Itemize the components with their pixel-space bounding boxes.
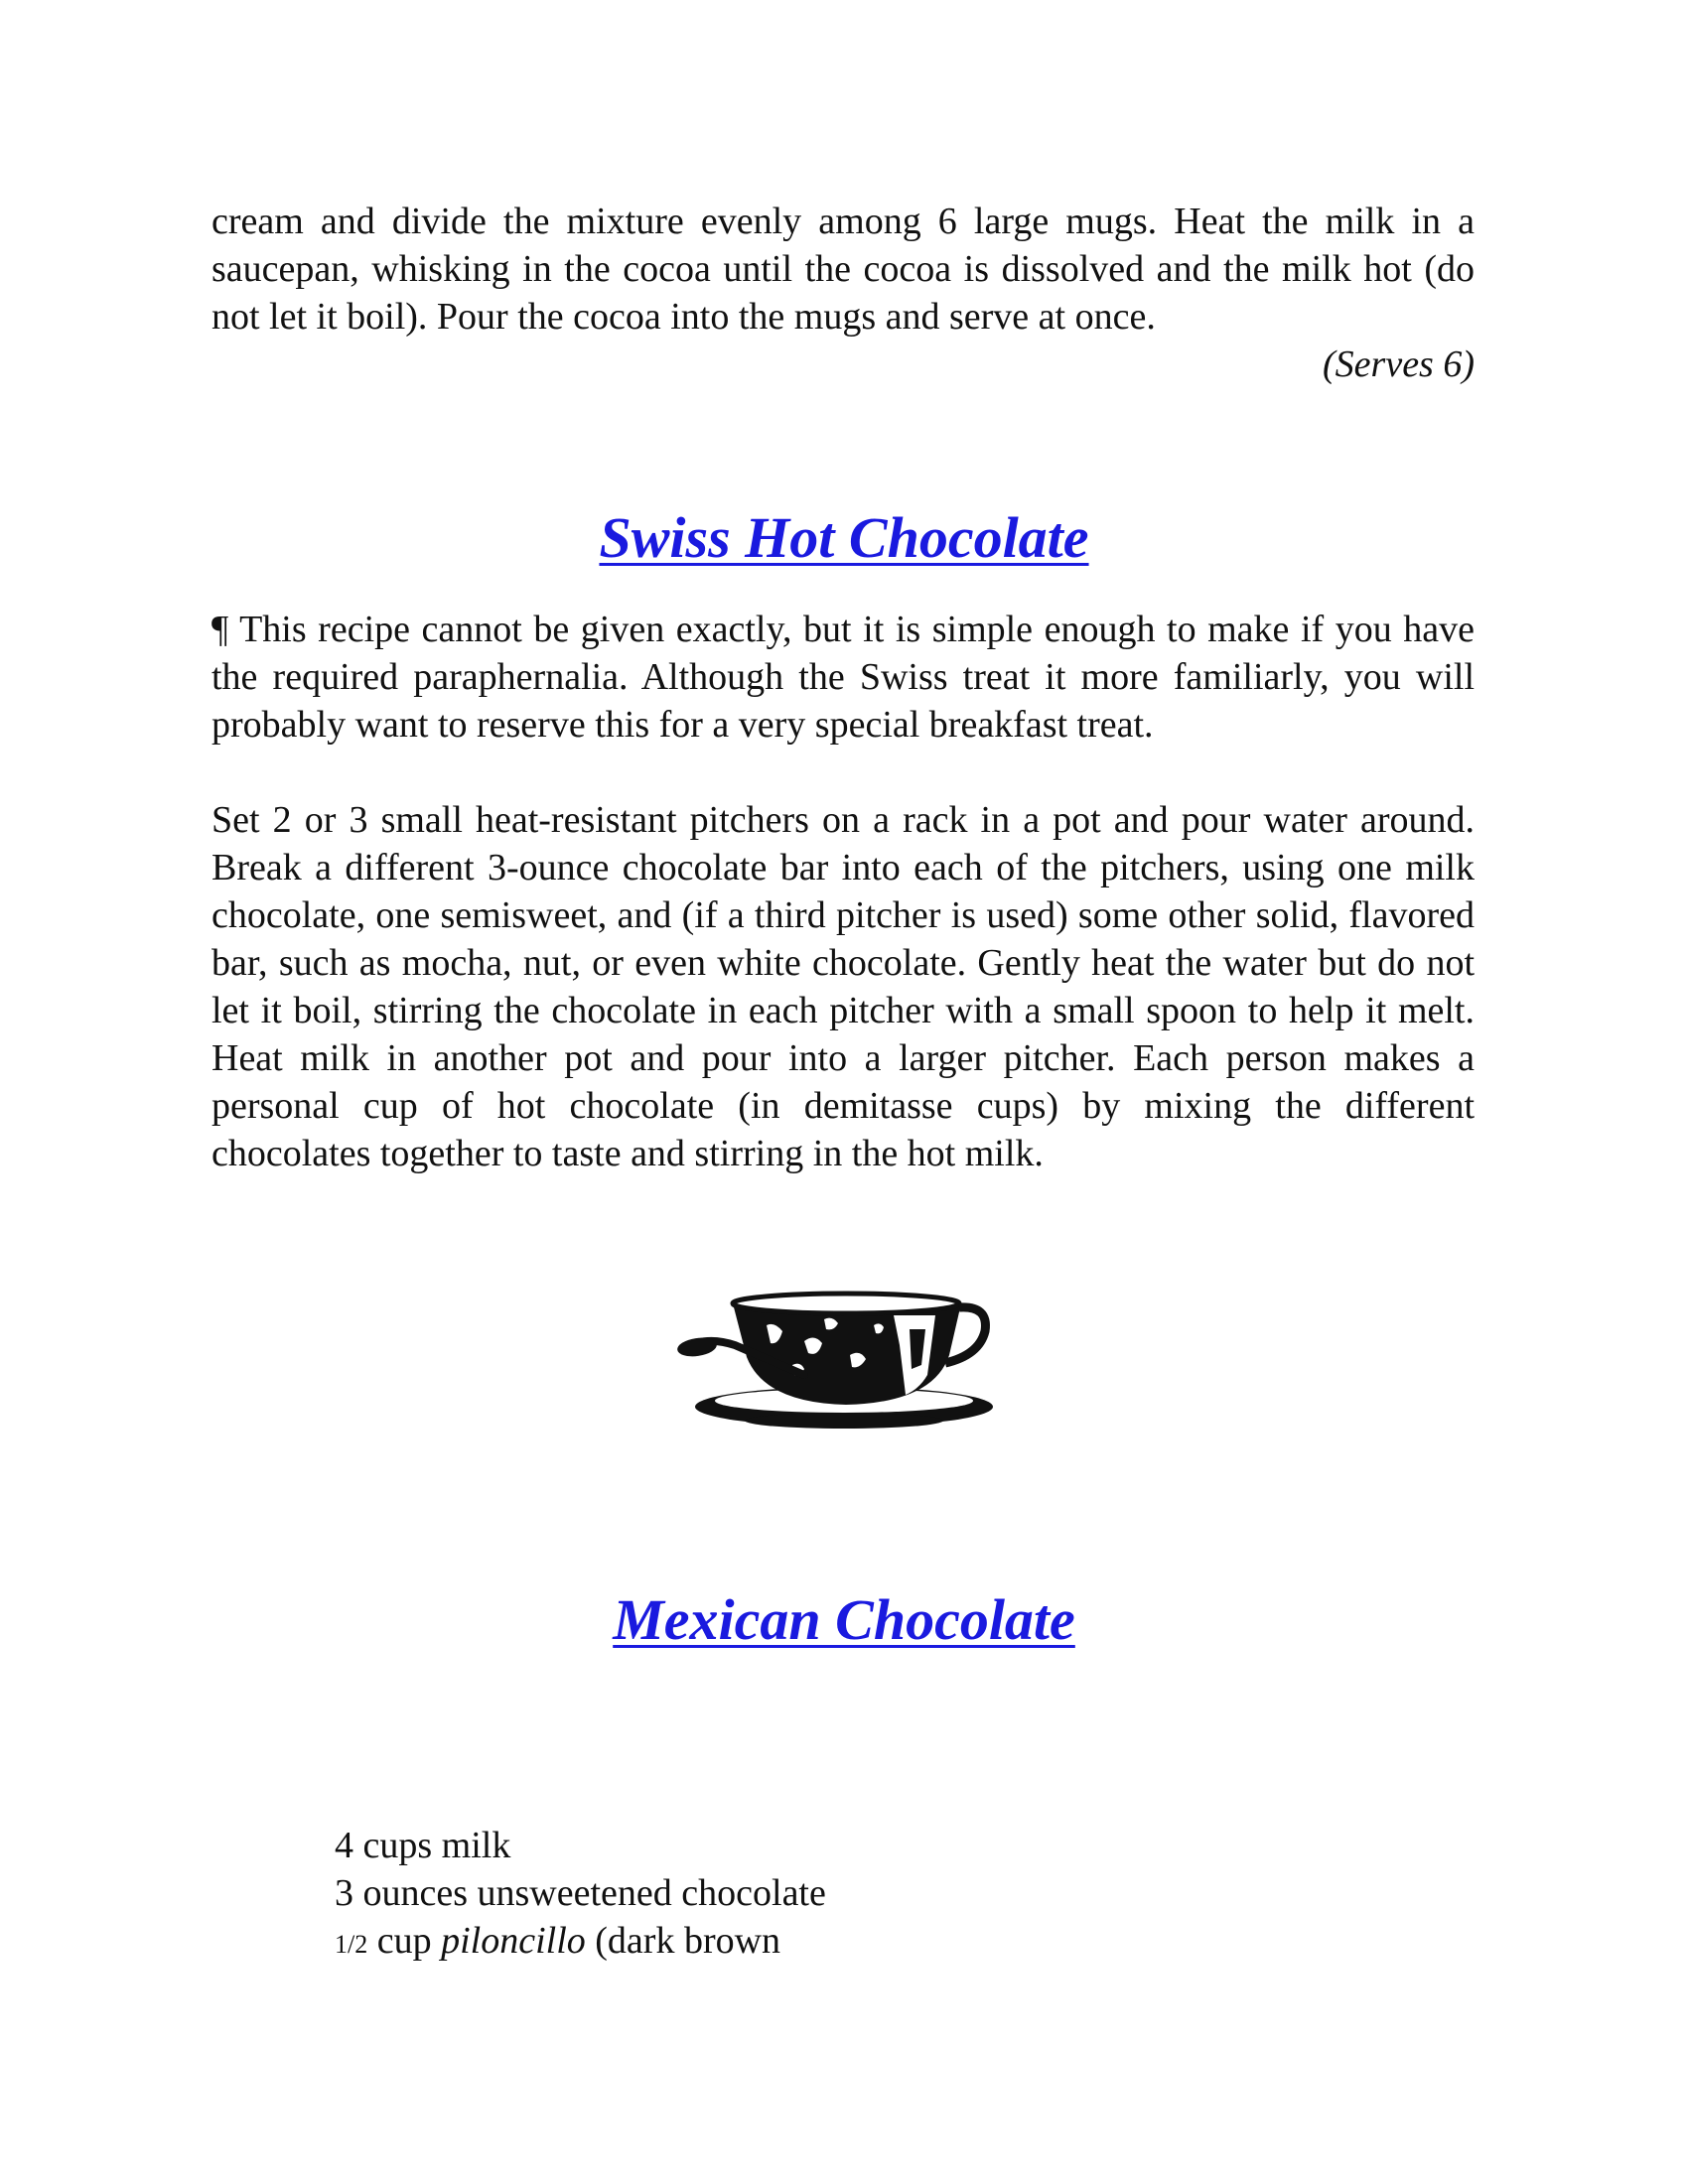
ingredient-rest: (dark brown <box>585 1920 781 1962</box>
ingredient-fraction: 1/2 <box>335 1930 368 1959</box>
ingredient-item: 3 ounces unsweetened chocolate <box>335 1872 826 1914</box>
ingredient-unit: cup <box>367 1920 442 1962</box>
mexican-chocolate-heading[interactable]: Mexican Chocolate <box>613 1587 1075 1652</box>
swiss-method-paragraph: Set 2 or 3 small heat-resistant pitchers on a rack in a pot and pour water around. Break a different 3-ounce chocolate bar into each of the pitchers, using one milk chocolate, one semisweet, and (if a third pitcher is used) some other solid, flavored bar, such as mocha, nut, or even white chocolate. Gently heat the water but do not let it boil, stirring the chocolate in each pitcher with a small spoon to help it melt. Heat milk in another pot and pour into a larger pitcher. Each person makes a personal cup of hot chocolate (in demitasse cups) by mixing the different chocolates together to taste and stirring in the hot milk. <box>211 799 1475 1174</box>
ingredient-item <box>335 1917 826 1969</box>
ingredient-list <box>335 1822 826 1969</box>
teacup-icon <box>675 1286 1003 1444</box>
swiss-intro-paragraph: ¶ This recipe cannot be given exactly, but it is simple enough to make if you have the required paraphernalia. Although the Swiss treat it more familiarly, you will probably want to reserve this for a very special breakfast treat. <box>211 609 1475 746</box>
ingredient-name: piloncillo <box>441 1920 586 1962</box>
ingredient-item: 4 cups milk <box>335 1825 511 1866</box>
intro-paragraph: cream and divide the mixture evenly among 6 large mugs. Heat the milk in a saucepan, whisking in the cocoa until the cocoa is dissolved and the milk hot (do not let it boil). Pour the cocoa into the mugs and serve at once. <box>211 201 1475 338</box>
serves-note: (Serves 6) <box>1323 343 1475 385</box>
swiss-hot-chocolate-heading[interactable]: Swiss Hot Chocolate <box>599 505 1089 570</box>
